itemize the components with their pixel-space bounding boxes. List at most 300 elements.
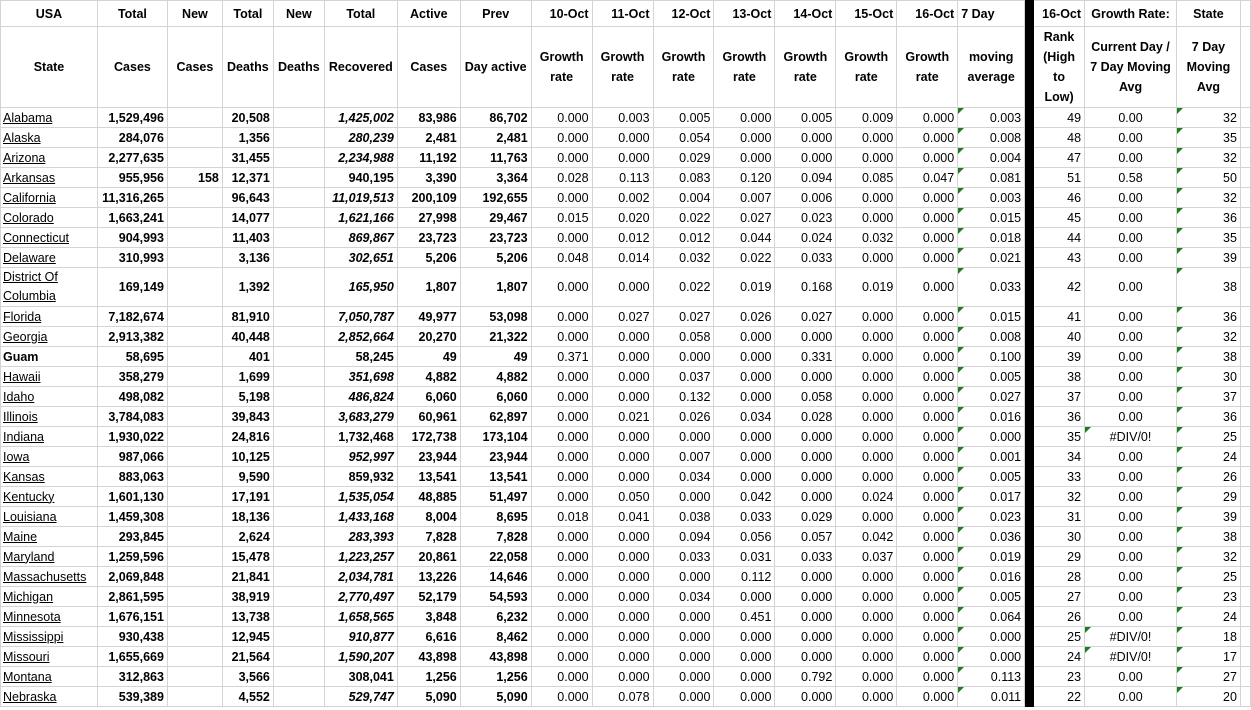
state-link[interactable]: Alaska (1, 128, 98, 148)
cell-growth-11-oct[interactable]: 0.000 (592, 527, 653, 547)
cell-growth-15-oct[interactable]: 0.000 (836, 647, 897, 667)
cell-prev-day-active[interactable]: 62,897 (460, 407, 531, 427)
cell-growth-12-oct[interactable]: 0.026 (653, 407, 714, 427)
cell-growth-13-oct[interactable]: 0.000 (714, 427, 775, 447)
cell-growth-10-oct[interactable]: 0.000 (531, 407, 592, 427)
cell-growth-10-oct[interactable]: 0.000 (531, 567, 592, 587)
cell-state-7day-avg[interactable]: 36 (1177, 208, 1241, 228)
cell-total-cases[interactable]: 498,082 (97, 387, 167, 407)
cell-growth-ratio[interactable]: #DIV/0! (1085, 627, 1177, 647)
cell-active-cases[interactable]: 3,390 (397, 168, 460, 188)
empty-cell[interactable] (1240, 347, 1250, 367)
cell-rank[interactable]: 38 (1034, 367, 1085, 387)
cell-growth-10-oct[interactable]: 0.000 (531, 527, 592, 547)
cell-new-cases[interactable] (167, 547, 222, 567)
cell-growth-14-oct[interactable]: 0.006 (775, 188, 836, 208)
cell-growth-ratio[interactable]: 0.00 (1085, 228, 1177, 248)
cell-total-cases[interactable]: 293,845 (97, 527, 167, 547)
cell-growth-14-oct[interactable]: 0.028 (775, 407, 836, 427)
cell-total-cases[interactable]: 904,993 (97, 228, 167, 248)
cell-moving-average-7day[interactable]: 0.027 (958, 387, 1025, 407)
cell-growth-10-oct[interactable]: 0.028 (531, 168, 592, 188)
cell-new-deaths[interactable] (273, 208, 324, 228)
cell-prev-day-active[interactable]: 4,882 (460, 367, 531, 387)
cell-new-cases[interactable] (167, 387, 222, 407)
cell-total-deaths[interactable]: 12,371 (222, 168, 273, 188)
cell-growth-16-oct[interactable]: 0.000 (897, 407, 958, 427)
cell-growth-12-oct[interactable]: 0.054 (653, 128, 714, 148)
cell-total-cases[interactable]: 310,993 (97, 248, 167, 268)
cell-new-deaths[interactable] (273, 507, 324, 527)
cell-growth-12-oct[interactable]: 0.000 (653, 647, 714, 667)
cell-new-deaths[interactable] (273, 128, 324, 148)
cell-total-recovered[interactable]: 7,050,787 (324, 307, 397, 327)
cell-new-deaths[interactable] (273, 667, 324, 687)
cell-growth-ratio[interactable]: 0.00 (1085, 188, 1177, 208)
cell-total-cases[interactable]: 930,438 (97, 627, 167, 647)
cell-state-7day-avg[interactable]: 25 (1177, 427, 1241, 447)
cell-state-7day-avg[interactable]: 17 (1177, 647, 1241, 667)
cell-active-cases[interactable]: 20,270 (397, 327, 460, 347)
cell-state-7day-avg[interactable]: 36 (1177, 307, 1241, 327)
empty-cell[interactable] (1240, 547, 1250, 567)
cell-total-recovered[interactable]: 308,041 (324, 667, 397, 687)
cell-new-cases[interactable] (167, 667, 222, 687)
cell-new-cases[interactable] (167, 627, 222, 647)
cell-total-recovered[interactable]: 1,658,565 (324, 607, 397, 627)
cell-growth-11-oct[interactable]: 0.041 (592, 507, 653, 527)
state-link[interactable]: Montana (1, 667, 98, 687)
header-active-cases-bottom[interactable]: Cases (397, 27, 460, 108)
cell-active-cases[interactable]: 60,961 (397, 407, 460, 427)
cell-total-deaths[interactable]: 401 (222, 347, 273, 367)
cell-growth-15-oct[interactable]: 0.085 (836, 168, 897, 188)
state-link[interactable]: Arkansas (1, 168, 98, 188)
cell-growth-11-oct[interactable]: 0.113 (592, 168, 653, 188)
cell-growth-15-oct[interactable]: 0.000 (836, 467, 897, 487)
cell-growth-13-oct[interactable]: 0.019 (714, 268, 775, 307)
cell-new-deaths[interactable] (273, 627, 324, 647)
cell-growth-11-oct[interactable]: 0.003 (592, 108, 653, 128)
cell-new-deaths[interactable] (273, 248, 324, 268)
cell-growth-10-oct[interactable]: 0.000 (531, 228, 592, 248)
cell-total-deaths[interactable]: 40,448 (222, 327, 273, 347)
cell-growth-13-oct[interactable]: 0.000 (714, 627, 775, 647)
header-growth-14-oct-bottom[interactable]: Growth rate (775, 27, 836, 108)
cell-growth-ratio[interactable]: 0.00 (1085, 587, 1177, 607)
empty-cell[interactable] (1240, 487, 1250, 507)
cell-new-cases[interactable] (167, 307, 222, 327)
cell-moving-average-7day[interactable]: 0.017 (958, 487, 1025, 507)
cell-rank[interactable]: 35 (1034, 427, 1085, 447)
header-total-recovered-bottom[interactable]: Recovered (324, 27, 397, 108)
cell-state-7day-avg[interactable]: 25 (1177, 567, 1241, 587)
cell-rank[interactable]: 33 (1034, 467, 1085, 487)
cell-rank[interactable]: 39 (1034, 347, 1085, 367)
cell-total-recovered[interactable]: 2,034,781 (324, 567, 397, 587)
cell-total-cases[interactable]: 312,863 (97, 667, 167, 687)
cell-new-deaths[interactable] (273, 347, 324, 367)
cell-moving-average-7day[interactable]: 0.081 (958, 168, 1025, 188)
cell-new-cases[interactable] (167, 407, 222, 427)
cell-new-cases[interactable] (167, 367, 222, 387)
cell-growth-12-oct[interactable]: 0.004 (653, 188, 714, 208)
cell-new-deaths[interactable] (273, 487, 324, 507)
cell-growth-13-oct[interactable]: 0.042 (714, 487, 775, 507)
cell-moving-average-7day[interactable]: 0.008 (958, 128, 1025, 148)
cell-growth-ratio[interactable]: 0.00 (1085, 148, 1177, 168)
cell-growth-14-oct[interactable]: 0.000 (775, 467, 836, 487)
cell-rank[interactable]: 45 (1034, 208, 1085, 228)
cell-growth-14-oct[interactable]: 0.027 (775, 307, 836, 327)
cell-active-cases[interactable]: 2,481 (397, 128, 460, 148)
cell-new-cases[interactable] (167, 347, 222, 367)
cell-rank[interactable]: 43 (1034, 248, 1085, 268)
header-state-top[interactable]: USA (1, 1, 98, 27)
cell-growth-14-oct[interactable]: 0.000 (775, 487, 836, 507)
cell-new-cases[interactable] (167, 108, 222, 128)
cell-growth-13-oct[interactable]: 0.000 (714, 447, 775, 467)
cell-new-deaths[interactable] (273, 547, 324, 567)
cell-growth-12-oct[interactable]: 0.007 (653, 447, 714, 467)
cell-total-recovered[interactable]: 1,535,054 (324, 487, 397, 507)
cell-growth-11-oct[interactable]: 0.000 (592, 567, 653, 587)
state-link[interactable]: Missouri (1, 647, 98, 667)
cell-growth-10-oct[interactable]: 0.000 (531, 587, 592, 607)
cell-growth-15-oct[interactable]: 0.019 (836, 268, 897, 307)
cell-growth-15-oct[interactable]: 0.000 (836, 507, 897, 527)
cell-new-deaths[interactable] (273, 307, 324, 327)
state-link[interactable]: Maryland (1, 547, 98, 567)
empty-cell[interactable] (1240, 527, 1250, 547)
cell-total-recovered[interactable]: 351,698 (324, 367, 397, 387)
cell-prev-day-active[interactable]: 7,828 (460, 527, 531, 547)
empty-cell[interactable] (1240, 268, 1250, 307)
empty-cell[interactable] (1240, 647, 1250, 667)
cell-growth-13-oct[interactable]: 0.000 (714, 327, 775, 347)
cell-prev-day-active[interactable]: 6,060 (460, 387, 531, 407)
cell-growth-12-oct[interactable]: 0.034 (653, 467, 714, 487)
cell-growth-12-oct[interactable]: 0.005 (653, 108, 714, 128)
cell-rank[interactable]: 22 (1034, 687, 1085, 707)
cell-growth-16-oct[interactable]: 0.000 (897, 327, 958, 347)
cell-growth-12-oct[interactable]: 0.000 (653, 687, 714, 707)
cell-growth-10-oct[interactable]: 0.000 (531, 387, 592, 407)
cell-growth-12-oct[interactable]: 0.037 (653, 367, 714, 387)
cell-growth-15-oct[interactable]: 0.000 (836, 128, 897, 148)
cell-active-cases[interactable]: 5,206 (397, 248, 460, 268)
cell-new-cases[interactable] (167, 128, 222, 148)
cell-state-7day-avg[interactable]: 35 (1177, 228, 1241, 248)
cell-state-7day-avg[interactable]: 35 (1177, 128, 1241, 148)
cell-growth-11-oct[interactable]: 0.021 (592, 407, 653, 427)
cell-growth-16-oct[interactable]: 0.000 (897, 108, 958, 128)
cell-rank[interactable]: 46 (1034, 188, 1085, 208)
cell-growth-16-oct[interactable]: 0.000 (897, 387, 958, 407)
header-moving-average-7day-bottom[interactable]: moving average (958, 27, 1025, 108)
cell-prev-day-active[interactable]: 29,467 (460, 208, 531, 228)
header-state-bottom[interactable]: State (1, 27, 98, 108)
cell-new-cases[interactable] (167, 268, 222, 307)
state-link[interactable]: Connecticut (1, 228, 98, 248)
cell-total-cases[interactable]: 1,663,241 (97, 208, 167, 228)
header-rank-top[interactable]: 16-Oct (1034, 1, 1085, 27)
cell-growth-ratio[interactable]: 0.00 (1085, 487, 1177, 507)
cell-total-cases[interactable]: 169,149 (97, 268, 167, 307)
cell-growth-13-oct[interactable]: 0.034 (714, 407, 775, 427)
state-link[interactable]: Kentucky (1, 487, 98, 507)
header-growth-ratio-bottom[interactable]: Current Day / 7 Day Moving Avg (1085, 27, 1177, 108)
cell-growth-14-oct[interactable]: 0.024 (775, 228, 836, 248)
cell-prev-day-active[interactable]: 2,481 (460, 128, 531, 148)
cell-active-cases[interactable]: 200,109 (397, 188, 460, 208)
cell-total-cases[interactable]: 1,601,130 (97, 487, 167, 507)
cell-growth-16-oct[interactable]: 0.047 (897, 168, 958, 188)
cell-prev-day-active[interactable]: 1,807 (460, 268, 531, 307)
cell-growth-15-oct[interactable]: 0.000 (836, 327, 897, 347)
cell-growth-11-oct[interactable]: 0.027 (592, 307, 653, 327)
cell-growth-13-oct[interactable]: 0.000 (714, 108, 775, 128)
cell-total-recovered[interactable]: 1,425,002 (324, 108, 397, 128)
cell-total-cases[interactable]: 1,259,596 (97, 547, 167, 567)
cell-total-recovered[interactable]: 940,195 (324, 168, 397, 188)
cell-rank[interactable]: 26 (1034, 607, 1085, 627)
cell-total-recovered[interactable]: 1,590,207 (324, 647, 397, 667)
cell-growth-15-oct[interactable]: 0.000 (836, 407, 897, 427)
cell-growth-12-oct[interactable]: 0.000 (653, 627, 714, 647)
cell-growth-15-oct[interactable]: 0.000 (836, 307, 897, 327)
cell-active-cases[interactable]: 48,885 (397, 487, 460, 507)
cell-growth-15-oct[interactable]: 0.000 (836, 208, 897, 228)
header-growth-15-oct-top[interactable]: 15-Oct (836, 1, 897, 27)
cell-growth-10-oct[interactable]: 0.000 (531, 188, 592, 208)
cell-total-recovered[interactable]: 1,621,166 (324, 208, 397, 228)
state-link[interactable]: Colorado (1, 208, 98, 228)
empty-cell[interactable] (1240, 208, 1250, 228)
header-growth-15-oct-bottom[interactable]: Growth rate (836, 27, 897, 108)
cell-growth-10-oct[interactable]: 0.000 (531, 108, 592, 128)
cell-prev-day-active[interactable]: 21,322 (460, 327, 531, 347)
cell-growth-11-oct[interactable]: 0.000 (592, 627, 653, 647)
cell-growth-ratio[interactable]: 0.00 (1085, 567, 1177, 587)
cell-growth-10-oct[interactable]: 0.000 (531, 447, 592, 467)
header-moving-average-7day-top[interactable]: 7 Day (958, 1, 1025, 27)
cell-new-deaths[interactable] (273, 367, 324, 387)
empty-cell[interactable] (1240, 27, 1250, 108)
cell-growth-13-oct[interactable]: 0.000 (714, 387, 775, 407)
cell-growth-13-oct[interactable]: 0.000 (714, 647, 775, 667)
cell-total-deaths[interactable]: 24,816 (222, 427, 273, 447)
cell-moving-average-7day[interactable]: 0.000 (958, 647, 1025, 667)
cell-growth-14-oct[interactable]: 0.792 (775, 667, 836, 687)
cell-growth-16-oct[interactable]: 0.000 (897, 627, 958, 647)
empty-cell[interactable] (1240, 367, 1250, 387)
cell-growth-16-oct[interactable]: 0.000 (897, 467, 958, 487)
cell-active-cases[interactable]: 20,861 (397, 547, 460, 567)
cell-growth-14-oct[interactable]: 0.000 (775, 367, 836, 387)
cell-active-cases[interactable]: 27,998 (397, 208, 460, 228)
cell-growth-11-oct[interactable]: 0.000 (592, 387, 653, 407)
cell-growth-ratio[interactable]: 0.00 (1085, 447, 1177, 467)
cell-total-recovered[interactable]: 11,019,513 (324, 188, 397, 208)
cell-growth-ratio[interactable]: 0.00 (1085, 387, 1177, 407)
cell-growth-15-oct[interactable]: 0.000 (836, 607, 897, 627)
cell-growth-ratio[interactable]: 0.00 (1085, 327, 1177, 347)
cell-total-cases[interactable]: 1,529,496 (97, 108, 167, 128)
header-state-7day-avg-top[interactable]: State (1177, 1, 1241, 27)
cell-moving-average-7day[interactable]: 0.011 (958, 687, 1025, 707)
cell-growth-10-oct[interactable]: 0.000 (531, 307, 592, 327)
cell-total-deaths[interactable]: 5,198 (222, 387, 273, 407)
cell-moving-average-7day[interactable]: 0.064 (958, 607, 1025, 627)
empty-cell[interactable] (1240, 447, 1250, 467)
cell-moving-average-7day[interactable]: 0.036 (958, 527, 1025, 547)
cell-growth-13-oct[interactable]: 0.007 (714, 188, 775, 208)
cell-growth-11-oct[interactable]: 0.014 (592, 248, 653, 268)
cell-state-7day-avg[interactable]: 29 (1177, 487, 1241, 507)
cell-total-recovered[interactable]: 952,997 (324, 447, 397, 467)
cell-growth-15-oct[interactable]: 0.000 (836, 248, 897, 268)
cell-growth-12-oct[interactable]: 0.022 (653, 268, 714, 307)
cell-total-deaths[interactable]: 9,590 (222, 467, 273, 487)
cell-prev-day-active[interactable]: 8,695 (460, 507, 531, 527)
cell-growth-16-oct[interactable]: 0.000 (897, 208, 958, 228)
cell-growth-16-oct[interactable]: 0.000 (897, 547, 958, 567)
cell-active-cases[interactable]: 13,541 (397, 467, 460, 487)
cell-growth-ratio[interactable]: 0.00 (1085, 527, 1177, 547)
cell-total-cases[interactable]: 58,695 (97, 347, 167, 367)
cell-growth-11-oct[interactable]: 0.000 (592, 347, 653, 367)
cell-growth-15-oct[interactable]: 0.032 (836, 228, 897, 248)
cell-total-cases[interactable]: 955,956 (97, 168, 167, 188)
cell-growth-14-oct[interactable]: 0.033 (775, 547, 836, 567)
state-link[interactable]: Michigan (1, 587, 98, 607)
cell-new-deaths[interactable] (273, 447, 324, 467)
empty-cell[interactable] (1240, 188, 1250, 208)
cell-active-cases[interactable]: 49,977 (397, 307, 460, 327)
cell-growth-16-oct[interactable]: 0.000 (897, 307, 958, 327)
cell-state-7day-avg[interactable]: 32 (1177, 327, 1241, 347)
cell-total-recovered[interactable]: 2,234,988 (324, 148, 397, 168)
header-total-recovered-top[interactable]: Total (324, 1, 397, 27)
cell-growth-ratio[interactable]: 0.00 (1085, 507, 1177, 527)
state-link[interactable]: District Of Columbia (1, 268, 98, 307)
cell-growth-14-oct[interactable]: 0.029 (775, 507, 836, 527)
cell-state-7day-avg[interactable]: 18 (1177, 627, 1241, 647)
cell-total-deaths[interactable]: 20,508 (222, 108, 273, 128)
header-growth-13-oct-top[interactable]: 13-Oct (714, 1, 775, 27)
cell-total-deaths[interactable]: 2,624 (222, 527, 273, 547)
cell-growth-13-oct[interactable]: 0.056 (714, 527, 775, 547)
cell-total-recovered[interactable]: 486,824 (324, 387, 397, 407)
cell-moving-average-7day[interactable]: 0.005 (958, 587, 1025, 607)
cell-growth-11-oct[interactable]: 0.000 (592, 547, 653, 567)
state-link[interactable]: Illinois (1, 407, 98, 427)
empty-cell[interactable] (1240, 148, 1250, 168)
cell-new-cases[interactable] (167, 647, 222, 667)
empty-cell[interactable] (1240, 607, 1250, 627)
header-total-cases-top[interactable]: Total (97, 1, 167, 27)
cell-new-cases[interactable] (167, 248, 222, 268)
cell-growth-ratio[interactable]: 0.00 (1085, 367, 1177, 387)
cell-rank[interactable]: 28 (1034, 567, 1085, 587)
cell-growth-ratio[interactable]: 0.00 (1085, 687, 1177, 707)
cell-moving-average-7day[interactable]: 0.000 (958, 627, 1025, 647)
cell-growth-14-oct[interactable]: 0.000 (775, 148, 836, 168)
cell-growth-10-oct[interactable]: 0.000 (531, 627, 592, 647)
cell-growth-16-oct[interactable]: 0.000 (897, 367, 958, 387)
cell-rank[interactable]: 30 (1034, 527, 1085, 547)
empty-cell[interactable] (1240, 327, 1250, 347)
cell-active-cases[interactable]: 172,738 (397, 427, 460, 447)
cell-growth-11-oct[interactable]: 0.000 (592, 607, 653, 627)
cell-total-cases[interactable]: 1,676,151 (97, 607, 167, 627)
cell-active-cases[interactable]: 8,004 (397, 507, 460, 527)
cell-prev-day-active[interactable]: 3,364 (460, 168, 531, 188)
cell-growth-11-oct[interactable]: 0.000 (592, 447, 653, 467)
cell-new-cases[interactable] (167, 208, 222, 228)
header-growth-16-oct-top[interactable]: 16-Oct (897, 1, 958, 27)
header-new-deaths-bottom[interactable]: Deaths (273, 27, 324, 108)
cell-growth-13-oct[interactable]: 0.022 (714, 248, 775, 268)
cell-growth-14-oct[interactable]: 0.033 (775, 248, 836, 268)
cell-total-deaths[interactable]: 39,843 (222, 407, 273, 427)
cell-growth-15-oct[interactable]: 0.042 (836, 527, 897, 547)
cell-total-deaths[interactable]: 38,919 (222, 587, 273, 607)
cell-prev-day-active[interactable]: 51,497 (460, 487, 531, 507)
cell-growth-15-oct[interactable]: 0.000 (836, 687, 897, 707)
cell-new-cases[interactable] (167, 587, 222, 607)
cell-total-deaths[interactable]: 12,945 (222, 627, 273, 647)
cell-growth-10-oct[interactable]: 0.000 (531, 427, 592, 447)
cell-moving-average-7day[interactable]: 0.003 (958, 108, 1025, 128)
cell-moving-average-7day[interactable]: 0.003 (958, 188, 1025, 208)
cell-state-7day-avg[interactable]: 32 (1177, 547, 1241, 567)
cell-growth-13-oct[interactable]: 0.000 (714, 687, 775, 707)
cell-active-cases[interactable]: 6,616 (397, 627, 460, 647)
header-growth-11-oct-top[interactable]: 11-Oct (592, 1, 653, 27)
cell-growth-13-oct[interactable]: 0.000 (714, 367, 775, 387)
cell-growth-16-oct[interactable]: 0.000 (897, 148, 958, 168)
cell-prev-day-active[interactable]: 14,646 (460, 567, 531, 587)
cell-growth-10-oct[interactable]: 0.000 (531, 128, 592, 148)
empty-cell[interactable] (1240, 427, 1250, 447)
cell-growth-16-oct[interactable]: 0.000 (897, 507, 958, 527)
cell-new-cases[interactable] (167, 527, 222, 547)
header-prev-day-active-top[interactable]: Prev (460, 1, 531, 27)
cell-prev-day-active[interactable]: 11,763 (460, 148, 531, 168)
state-link[interactable]: Florida (1, 307, 98, 327)
header-growth-11-oct-bottom[interactable]: Growth rate (592, 27, 653, 108)
cell-growth-14-oct[interactable]: 0.000 (775, 427, 836, 447)
cell-rank[interactable]: 27 (1034, 587, 1085, 607)
cell-total-recovered[interactable]: 1,223,257 (324, 547, 397, 567)
empty-cell[interactable] (1240, 687, 1250, 707)
cell-growth-16-oct[interactable]: 0.000 (897, 427, 958, 447)
cell-growth-ratio[interactable]: 0.00 (1085, 467, 1177, 487)
cell-state-7day-avg[interactable]: 24 (1177, 447, 1241, 467)
cell-growth-10-oct[interactable]: 0.000 (531, 148, 592, 168)
cell-new-deaths[interactable] (273, 427, 324, 447)
cell-active-cases[interactable]: 23,944 (397, 447, 460, 467)
cell-growth-10-oct[interactable]: 0.371 (531, 347, 592, 367)
cell-total-recovered[interactable]: 910,877 (324, 627, 397, 647)
header-new-cases-bottom[interactable]: Cases (167, 27, 222, 108)
cell-moving-average-7day[interactable]: 0.015 (958, 208, 1025, 228)
cell-total-recovered[interactable]: 869,867 (324, 228, 397, 248)
cell-new-deaths[interactable] (273, 467, 324, 487)
cell-growth-10-oct[interactable]: 0.000 (531, 667, 592, 687)
